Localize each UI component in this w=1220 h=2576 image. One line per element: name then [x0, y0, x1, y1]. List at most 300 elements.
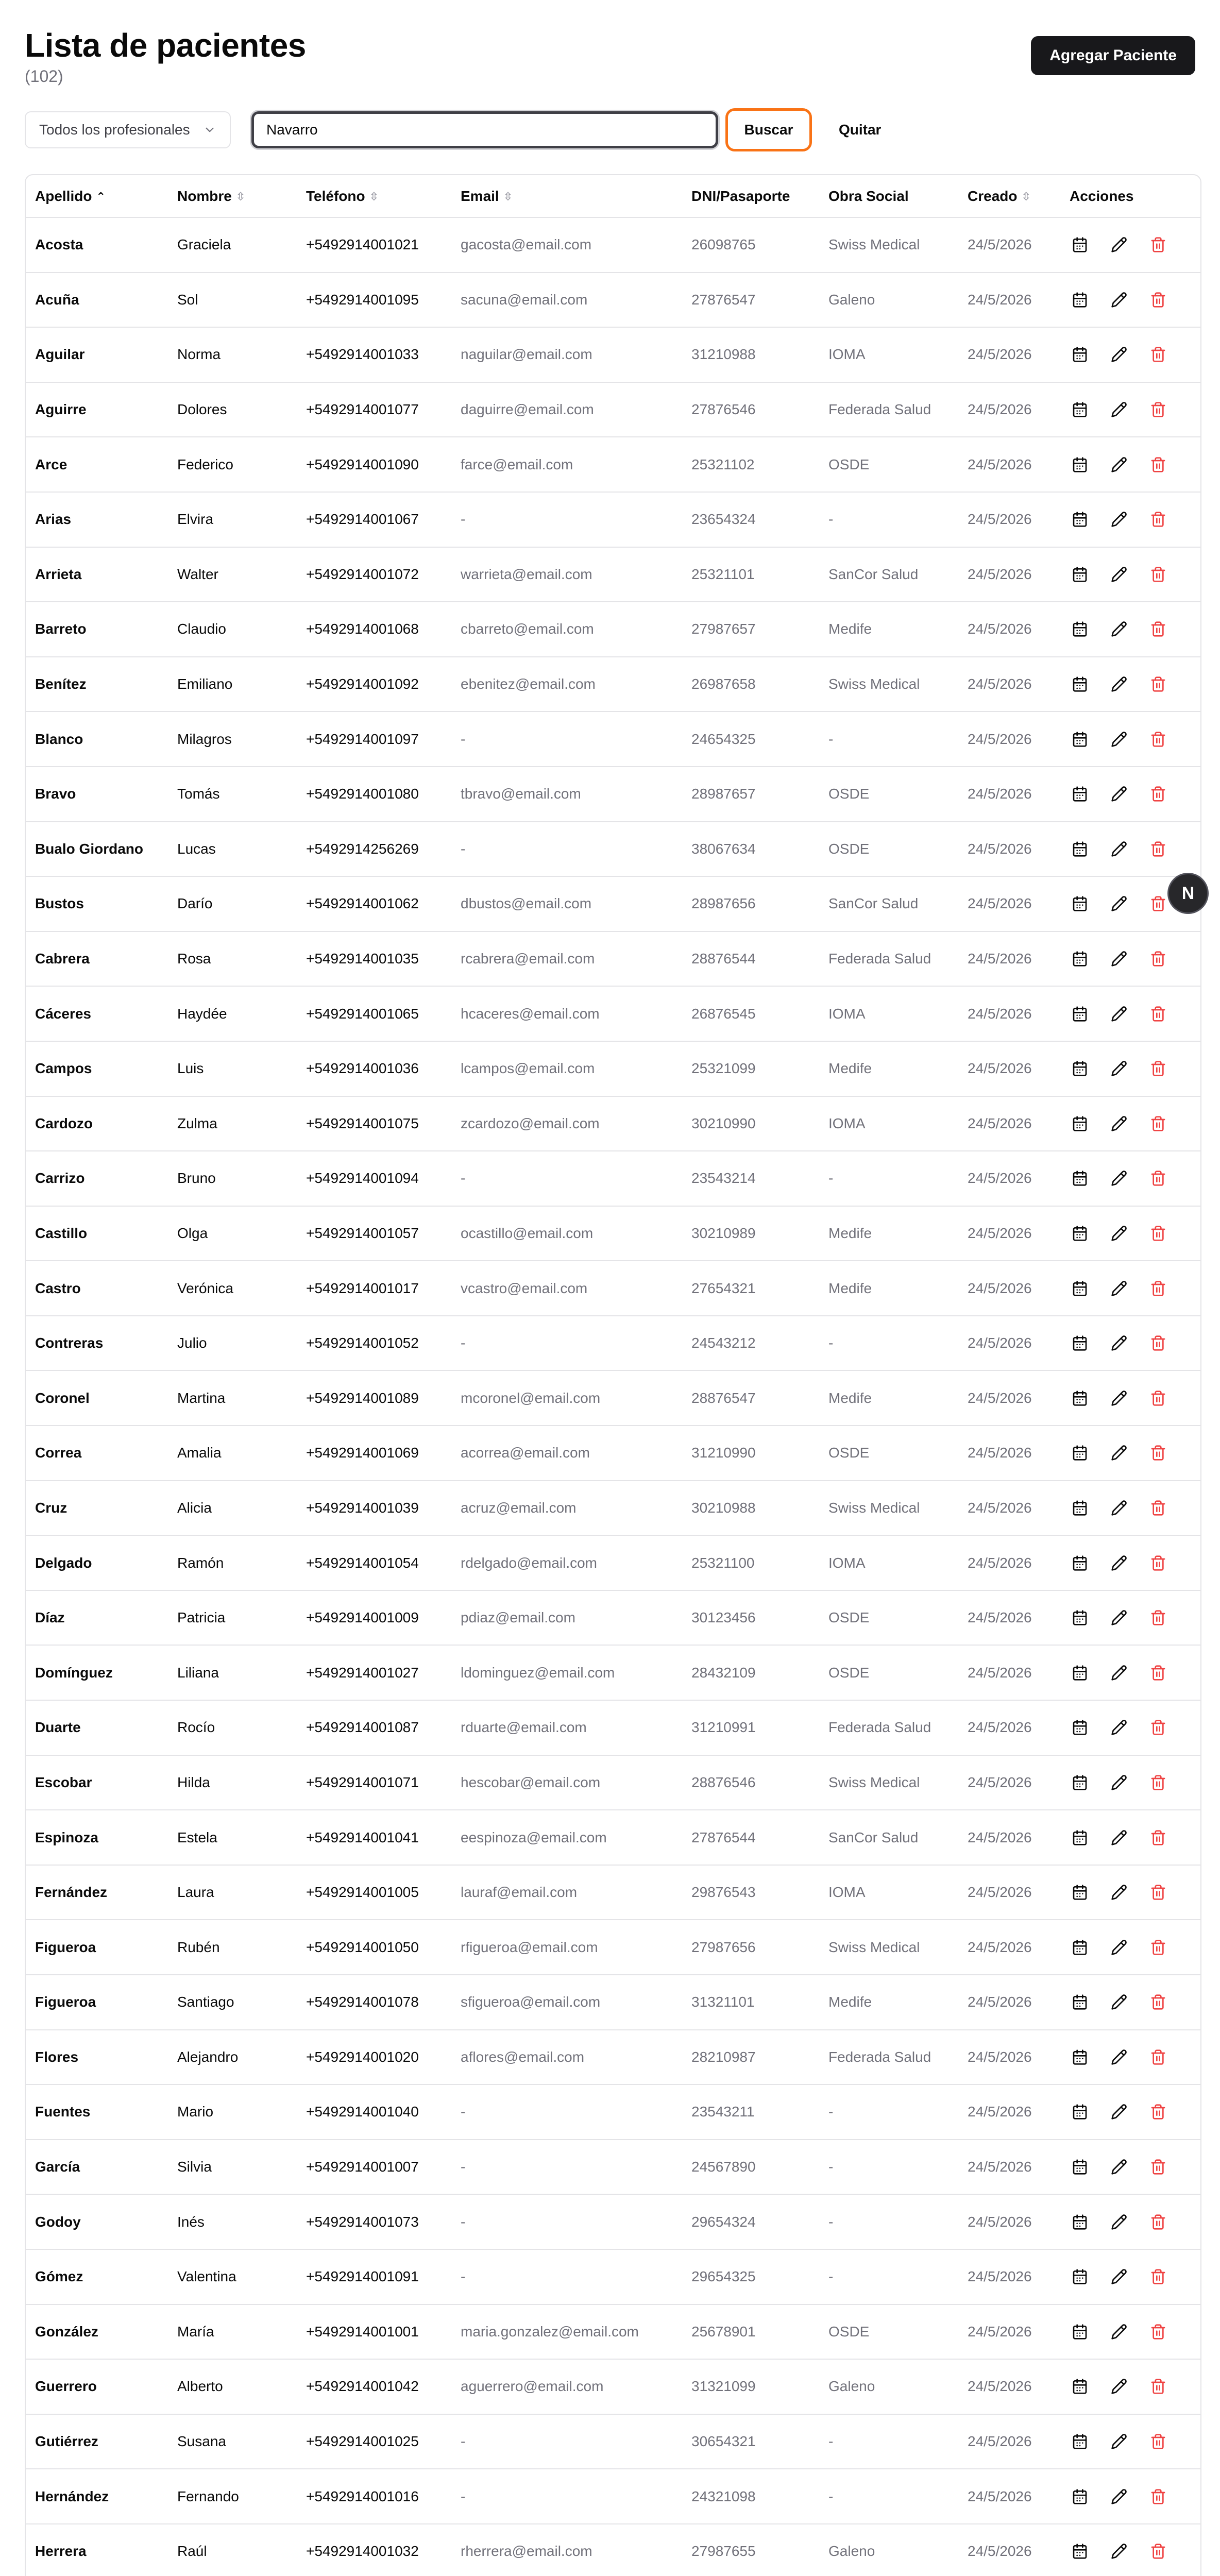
- table-row: [26, 2304, 1201, 2360]
- delete-patient-button[interactable]: [1150, 2324, 1166, 2340]
- cell-email: hcaceres@email.com: [451, 986, 682, 1041]
- edit-patient-button[interactable]: [1111, 456, 1127, 473]
- table-row: [26, 327, 1201, 382]
- cell-dni: 24567890: [682, 2140, 819, 2195]
- cell-nombre: Darío: [168, 876, 297, 931]
- table-row: [26, 382, 1201, 437]
- cell-creado: 24/5/2026: [958, 1096, 1060, 1151]
- cell-dni: 26987658: [682, 657, 819, 712]
- schedule-appointment-button[interactable]: [1072, 1994, 1088, 2010]
- delete-patient-button[interactable]: [1150, 1994, 1166, 2010]
- delete-patient-button[interactable]: [1150, 621, 1166, 637]
- cell-apellido: Cardozo: [26, 1096, 168, 1151]
- trash-icon: [1150, 1335, 1166, 1351]
- calendar-icon: [1072, 1280, 1088, 1297]
- delete-patient-button[interactable]: [1150, 1060, 1166, 1077]
- table-row: [26, 2359, 1201, 2414]
- schedule-appointment-button[interactable]: [1072, 676, 1088, 692]
- cell-nombre: Walter: [168, 547, 297, 602]
- trash-icon: [1150, 236, 1166, 253]
- column-header-apellido[interactable]: Apellido ⌃: [26, 175, 168, 217]
- delete-patient-button[interactable]: [1150, 1170, 1166, 1187]
- cell-dni: 28210987: [682, 2030, 819, 2085]
- edit-patient-button[interactable]: [1111, 346, 1127, 363]
- cell-apellido: Duarte: [26, 1700, 168, 1755]
- edit-patient-button[interactable]: [1111, 1006, 1127, 1022]
- cell-dni: 29654325: [682, 2249, 819, 2304]
- calendar-icon: [1072, 1884, 1088, 1901]
- delete-patient-button[interactable]: [1150, 2488, 1166, 2505]
- cell-email: zcardozo@email.com: [451, 1096, 682, 1151]
- trash-icon: [1150, 1994, 1166, 2010]
- pencil-icon: [1111, 1335, 1127, 1351]
- edit-patient-button[interactable]: [1111, 1335, 1127, 1351]
- delete-patient-button[interactable]: [1150, 1390, 1166, 1406]
- trash-icon: [1150, 2378, 1166, 2395]
- edit-patient-button[interactable]: [1111, 511, 1127, 528]
- delete-patient-button[interactable]: [1150, 2159, 1166, 2175]
- delete-patient-button[interactable]: [1150, 292, 1166, 308]
- schedule-appointment-button[interactable]: [1072, 621, 1088, 637]
- cell-apellido: Arce: [26, 437, 168, 492]
- cell-email: tbravo@email.com: [451, 767, 682, 822]
- pencil-icon: [1111, 731, 1127, 748]
- edit-patient-button[interactable]: [1111, 1115, 1127, 1132]
- cell-telefono: +5492914001065: [297, 986, 451, 1041]
- pencil-icon: [1111, 1884, 1127, 1901]
- cell-apellido: Carrizo: [26, 1151, 168, 1206]
- cell-obra-social: -: [819, 2469, 958, 2524]
- cell-telefono: +5492914001091: [297, 2249, 451, 2304]
- delete-patient-button[interactable]: [1150, 511, 1166, 528]
- schedule-appointment-button[interactable]: [1072, 1060, 1088, 1077]
- schedule-appointment-button[interactable]: [1072, 841, 1088, 857]
- delete-patient-button[interactable]: [1150, 1500, 1166, 1516]
- pencil-icon: [1111, 676, 1127, 692]
- schedule-appointment-button[interactable]: [1072, 2433, 1088, 2450]
- cell-email: dbustos@email.com: [451, 876, 682, 931]
- cell-dni: 27987655: [682, 2524, 819, 2576]
- edit-patient-button[interactable]: [1111, 1994, 1127, 2010]
- delete-patient-button[interactable]: [1150, 346, 1166, 363]
- delete-patient-button[interactable]: [1150, 2104, 1166, 2120]
- cell-telefono: +5492914001080: [297, 767, 451, 822]
- cell-apellido: Cruz: [26, 1481, 168, 1536]
- cell-acciones: [1060, 1920, 1201, 1975]
- delete-patient-button[interactable]: [1150, 2378, 1166, 2395]
- cell-email: -: [451, 711, 682, 767]
- trash-icon: [1150, 1390, 1166, 1406]
- schedule-appointment-button[interactable]: [1072, 1500, 1088, 1516]
- edit-patient-button[interactable]: [1111, 2049, 1127, 2065]
- cell-obra-social: IOMA: [819, 327, 958, 382]
- cell-apellido: Hernández: [26, 2469, 168, 2524]
- schedule-appointment-button[interactable]: [1072, 1884, 1088, 1901]
- edit-patient-button[interactable]: [1111, 1225, 1127, 1242]
- cell-email: -: [451, 2084, 682, 2140]
- table-row: [26, 1041, 1201, 1096]
- pencil-icon: [1111, 236, 1127, 253]
- trash-icon: [1150, 2543, 1166, 2560]
- cell-email: ldominguez@email.com: [451, 1645, 682, 1700]
- schedule-appointment-button[interactable]: [1072, 731, 1088, 748]
- schedule-appointment-button[interactable]: [1072, 1445, 1088, 1461]
- cell-apellido: Bustos: [26, 876, 168, 931]
- search-input[interactable]: [251, 111, 718, 148]
- edit-patient-button[interactable]: [1111, 2378, 1127, 2395]
- schedule-appointment-button[interactable]: [1072, 1939, 1088, 1956]
- delete-patient-button[interactable]: [1150, 2433, 1166, 2450]
- delete-patient-button[interactable]: [1150, 1115, 1166, 1132]
- schedule-appointment-button[interactable]: [1072, 951, 1088, 967]
- pencil-icon: [1111, 2488, 1127, 2505]
- pencil-icon: [1111, 1006, 1127, 1022]
- edit-patient-button[interactable]: [1111, 1665, 1127, 1681]
- cell-acciones: [1060, 1151, 1201, 1206]
- cell-telefono: +5492914001073: [297, 2194, 451, 2249]
- cell-obra-social: OSDE: [819, 1590, 958, 1646]
- edit-patient-button[interactable]: [1111, 1829, 1127, 1846]
- edit-patient-button[interactable]: [1111, 1774, 1127, 1791]
- edit-patient-button[interactable]: [1111, 1939, 1127, 1956]
- cell-obra-social: -: [819, 711, 958, 767]
- pencil-icon: [1111, 2159, 1127, 2175]
- cell-dni: 28987657: [682, 767, 819, 822]
- schedule-appointment-button[interactable]: [1072, 1115, 1088, 1132]
- delete-patient-button[interactable]: [1150, 1006, 1166, 1022]
- add-patient-button[interactable]: Agregar Paciente: [1031, 36, 1195, 75]
- cell-nombre: Estela: [168, 1810, 297, 1865]
- edit-patient-button[interactable]: [1111, 2488, 1127, 2505]
- cell-obra-social: Federada Salud: [819, 2030, 958, 2085]
- cell-obra-social: SanCor Salud: [819, 1810, 958, 1865]
- cell-email: rduarte@email.com: [451, 1700, 682, 1755]
- schedule-appointment-button[interactable]: [1072, 1609, 1088, 1626]
- delete-patient-button[interactable]: [1150, 2543, 1166, 2560]
- cell-creado: 24/5/2026: [958, 2030, 1060, 2085]
- cell-nombre: Zulma: [168, 1096, 297, 1151]
- cell-acciones: [1060, 2030, 1201, 2085]
- schedule-appointment-button[interactable]: [1072, 292, 1088, 308]
- edit-patient-button[interactable]: [1111, 1280, 1127, 1297]
- column-header-email[interactable]: Email ⇳: [451, 175, 682, 217]
- edit-patient-button[interactable]: [1111, 1390, 1127, 1406]
- schedule-appointment-button[interactable]: [1072, 1555, 1088, 1571]
- pencil-icon: [1111, 1445, 1127, 1461]
- table-row: [26, 2249, 1201, 2304]
- delete-patient-button[interactable]: [1150, 1774, 1166, 1791]
- cell-email: naguilar@email.com: [451, 327, 682, 382]
- cell-creado: 24/5/2026: [958, 822, 1060, 877]
- edit-patient-button[interactable]: [1111, 2268, 1127, 2285]
- cell-nombre: Federico: [168, 437, 297, 492]
- edit-patient-button[interactable]: [1111, 1609, 1127, 1626]
- pencil-icon: [1111, 841, 1127, 857]
- delete-patient-button[interactable]: [1150, 1555, 1166, 1571]
- pencil-icon: [1111, 1225, 1127, 1242]
- delete-patient-button[interactable]: [1150, 1884, 1166, 1901]
- delete-patient-button[interactable]: [1150, 1225, 1166, 1242]
- schedule-appointment-button[interactable]: [1072, 2488, 1088, 2505]
- cell-email: cbarreto@email.com: [451, 602, 682, 657]
- edit-patient-button[interactable]: [1111, 236, 1127, 253]
- edit-patient-button[interactable]: [1111, 1060, 1127, 1077]
- cell-creado: 24/5/2026: [958, 1975, 1060, 2030]
- schedule-appointment-button[interactable]: [1072, 2324, 1088, 2340]
- cell-dni: 27987657: [682, 602, 819, 657]
- cell-obra-social: Medife: [819, 1975, 958, 2030]
- delete-patient-button[interactable]: [1150, 2049, 1166, 2065]
- column-header-nombre[interactable]: Nombre ⇳: [168, 175, 297, 217]
- calendar-icon: [1072, 566, 1088, 583]
- cell-creado: 24/5/2026: [958, 1206, 1060, 1261]
- cell-obra-social: Medife: [819, 1041, 958, 1096]
- schedule-appointment-button[interactable]: [1072, 1335, 1088, 1351]
- delete-patient-button[interactable]: [1150, 1445, 1166, 1461]
- cell-telefono: +5492914001020: [297, 2030, 451, 2085]
- schedule-appointment-button[interactable]: [1072, 456, 1088, 473]
- cell-creado: 24/5/2026: [958, 2524, 1060, 2576]
- search-input-value: Navarro: [266, 122, 318, 138]
- cell-obra-social: IOMA: [819, 986, 958, 1041]
- cell-acciones: [1060, 437, 1201, 492]
- cell-creado: 24/5/2026: [958, 1645, 1060, 1700]
- cell-apellido: Guerrero: [26, 2359, 168, 2414]
- table-row: [26, 1755, 1201, 1810]
- schedule-appointment-button[interactable]: [1072, 566, 1088, 583]
- edit-patient-button[interactable]: [1111, 1445, 1127, 1461]
- floating-avatar-button[interactable]: N: [1167, 873, 1209, 914]
- cell-apellido: Cabrera: [26, 931, 168, 987]
- delete-patient-button[interactable]: [1150, 1665, 1166, 1681]
- cell-nombre: Milagros: [168, 711, 297, 767]
- edit-patient-button[interactable]: [1111, 895, 1127, 912]
- schedule-appointment-button[interactable]: [1072, 1225, 1088, 1242]
- clear-search-button[interactable]: Quitar: [839, 122, 882, 138]
- edit-patient-button[interactable]: [1111, 292, 1127, 308]
- cell-apellido: Arrieta: [26, 547, 168, 602]
- cell-nombre: Graciela: [168, 217, 297, 273]
- trash-icon: [1150, 1555, 1166, 1571]
- edit-patient-button[interactable]: [1111, 2324, 1127, 2340]
- cell-nombre: Rosa: [168, 931, 297, 987]
- calendar-icon: [1072, 401, 1088, 418]
- cell-apellido: Fuentes: [26, 2084, 168, 2140]
- schedule-appointment-button[interactable]: [1072, 236, 1088, 253]
- cell-creado: 24/5/2026: [958, 273, 1060, 328]
- cell-creado: 24/5/2026: [958, 1041, 1060, 1096]
- cell-creado: 24/5/2026: [958, 986, 1060, 1041]
- schedule-appointment-button[interactable]: [1072, 401, 1088, 418]
- delete-patient-button[interactable]: [1150, 1609, 1166, 1626]
- cell-email: ocastillo@email.com: [451, 1206, 682, 1261]
- edit-patient-button[interactable]: [1111, 786, 1127, 802]
- delete-patient-button[interactable]: [1150, 895, 1166, 912]
- cell-email: -: [451, 2414, 682, 2469]
- cell-email: rfigueroa@email.com: [451, 1920, 682, 1975]
- cell-acciones: [1060, 1590, 1201, 1646]
- schedule-appointment-button[interactable]: [1072, 2104, 1088, 2120]
- cell-apellido: Espinoza: [26, 1810, 168, 1865]
- schedule-appointment-button[interactable]: [1072, 1006, 1088, 1022]
- edit-patient-button[interactable]: [1111, 2214, 1127, 2230]
- pencil-icon: [1111, 1719, 1127, 1736]
- delete-patient-button[interactable]: [1150, 1280, 1166, 1297]
- table-header-row: [26, 175, 1201, 217]
- delete-patient-button[interactable]: [1150, 2268, 1166, 2285]
- pencil-icon: [1111, 2324, 1127, 2340]
- cell-creado: 24/5/2026: [958, 1920, 1060, 1975]
- delete-patient-button[interactable]: [1150, 236, 1166, 253]
- cell-nombre: Raúl: [168, 2524, 297, 2576]
- edit-patient-button[interactable]: [1111, 1719, 1127, 1736]
- edit-patient-button[interactable]: [1111, 676, 1127, 692]
- schedule-appointment-button[interactable]: [1072, 895, 1088, 912]
- cell-dni: 31210988: [682, 327, 819, 382]
- table-row: [26, 1151, 1201, 1206]
- calendar-icon: [1072, 1115, 1088, 1132]
- column-header-acciones: Acciones: [1060, 175, 1201, 217]
- table-row: [26, 437, 1201, 492]
- cell-apellido: Aguirre: [26, 382, 168, 437]
- edit-patient-button[interactable]: [1111, 1555, 1127, 1571]
- table-row: [26, 1865, 1201, 1920]
- cell-dni: 28432109: [682, 1645, 819, 1700]
- edit-patient-button[interactable]: [1111, 2433, 1127, 2450]
- schedule-appointment-button[interactable]: [1072, 2543, 1088, 2560]
- schedule-appointment-button[interactable]: [1072, 786, 1088, 802]
- cell-acciones: [1060, 1206, 1201, 1261]
- edit-patient-button[interactable]: [1111, 731, 1127, 748]
- delete-patient-button[interactable]: [1150, 566, 1166, 583]
- cell-apellido: Figueroa: [26, 1920, 168, 1975]
- delete-patient-button[interactable]: [1150, 951, 1166, 967]
- cell-acciones: [1060, 931, 1201, 987]
- cell-telefono: +5492914256269: [297, 822, 451, 877]
- delete-patient-button[interactable]: [1150, 456, 1166, 473]
- pencil-icon: [1111, 456, 1127, 473]
- cell-acciones: [1060, 1316, 1201, 1371]
- calendar-icon: [1072, 1994, 1088, 2010]
- cell-email: ebenitez@email.com: [451, 657, 682, 712]
- edit-patient-button[interactable]: [1111, 1500, 1127, 1516]
- schedule-appointment-button[interactable]: [1072, 1719, 1088, 1736]
- cell-nombre: Mario: [168, 2084, 297, 2140]
- schedule-appointment-button[interactable]: [1072, 2159, 1088, 2175]
- schedule-appointment-button[interactable]: [1072, 2268, 1088, 2285]
- cell-email: gacosta@email.com: [451, 217, 682, 273]
- cell-nombre: Alejandro: [168, 2030, 297, 2085]
- cell-dni: 31210991: [682, 1700, 819, 1755]
- schedule-appointment-button[interactable]: [1072, 1829, 1088, 1846]
- cell-creado: 24/5/2026: [958, 1316, 1060, 1371]
- edit-patient-button[interactable]: [1111, 951, 1127, 967]
- delete-patient-button[interactable]: [1150, 786, 1166, 802]
- cell-creado: 24/5/2026: [958, 2304, 1060, 2360]
- edit-patient-button[interactable]: [1111, 2543, 1127, 2560]
- pencil-icon: [1111, 1060, 1127, 1077]
- cell-acciones: [1060, 2359, 1201, 2414]
- edit-patient-button[interactable]: [1111, 621, 1127, 637]
- schedule-appointment-button[interactable]: [1072, 1774, 1088, 1791]
- cell-telefono: +5492914001094: [297, 1151, 451, 1206]
- cell-obra-social: OSDE: [819, 437, 958, 492]
- edit-patient-button[interactable]: [1111, 401, 1127, 418]
- trash-icon: [1150, 1115, 1166, 1132]
- schedule-appointment-button[interactable]: [1072, 1665, 1088, 1681]
- edit-patient-button[interactable]: [1111, 1170, 1127, 1187]
- schedule-appointment-button[interactable]: [1072, 2049, 1088, 2065]
- cell-nombre: Ramón: [168, 1535, 297, 1590]
- cell-obra-social: -: [819, 2194, 958, 2249]
- column-header-creado[interactable]: Creado ⇳: [958, 175, 1060, 217]
- delete-patient-button[interactable]: [1150, 1939, 1166, 1956]
- calendar-icon: [1072, 236, 1088, 253]
- schedule-appointment-button[interactable]: [1072, 346, 1088, 363]
- schedule-appointment-button[interactable]: [1072, 1280, 1088, 1297]
- trash-icon: [1150, 1774, 1166, 1791]
- search-button[interactable]: Buscar: [725, 108, 812, 151]
- delete-patient-button[interactable]: [1150, 2214, 1166, 2230]
- cell-telefono: +5492914001009: [297, 1590, 451, 1646]
- cell-email: pdiaz@email.com: [451, 1590, 682, 1646]
- cell-creado: 24/5/2026: [958, 1151, 1060, 1206]
- schedule-appointment-button[interactable]: [1072, 511, 1088, 528]
- trash-icon: [1150, 895, 1166, 912]
- calendar-icon: [1072, 346, 1088, 363]
- cell-obra-social: OSDE: [819, 2304, 958, 2360]
- cell-acciones: [1060, 2414, 1201, 2469]
- cell-creado: 24/5/2026: [958, 657, 1060, 712]
- table-row: [26, 492, 1201, 547]
- cell-telefono: +5492914001089: [297, 1370, 451, 1426]
- schedule-appointment-button[interactable]: [1072, 1170, 1088, 1187]
- patient-count: (102): [25, 67, 63, 86]
- schedule-appointment-button[interactable]: [1072, 1390, 1088, 1406]
- cell-apellido: Arias: [26, 492, 168, 547]
- delete-patient-button[interactable]: [1150, 841, 1166, 857]
- cell-obra-social: Federada Salud: [819, 1700, 958, 1755]
- edit-patient-button[interactable]: [1111, 1884, 1127, 1901]
- schedule-appointment-button[interactable]: [1072, 2378, 1088, 2395]
- table-row: [26, 657, 1201, 712]
- delete-patient-button[interactable]: [1150, 731, 1166, 748]
- cell-obra-social: SanCor Salud: [819, 547, 958, 602]
- schedule-appointment-button[interactable]: [1072, 2214, 1088, 2230]
- edit-patient-button[interactable]: [1111, 2159, 1127, 2175]
- delete-patient-button[interactable]: [1150, 1719, 1166, 1736]
- cell-telefono: +5492914001068: [297, 602, 451, 657]
- cell-email: lcampos@email.com: [451, 1041, 682, 1096]
- cell-email: hescobar@email.com: [451, 1755, 682, 1810]
- cell-acciones: [1060, 2249, 1201, 2304]
- cell-nombre: Martina: [168, 1370, 297, 1426]
- edit-patient-button[interactable]: [1111, 841, 1127, 857]
- delete-patient-button[interactable]: [1150, 676, 1166, 692]
- calendar-icon: [1072, 1445, 1088, 1461]
- delete-patient-button[interactable]: [1150, 1829, 1166, 1846]
- cell-obra-social: -: [819, 1151, 958, 1206]
- edit-patient-button[interactable]: [1111, 2104, 1127, 2120]
- edit-patient-button[interactable]: [1111, 566, 1127, 583]
- delete-patient-button[interactable]: [1150, 401, 1166, 418]
- trash-icon: [1150, 1500, 1166, 1516]
- cell-email: maria.gonzalez@email.com: [451, 2304, 682, 2360]
- delete-patient-button[interactable]: [1150, 1335, 1166, 1351]
- trash-icon: [1150, 1829, 1166, 1846]
- column-header-telefono[interactable]: Teléfono ⇳: [297, 175, 451, 217]
- professional-select[interactable]: [25, 111, 231, 148]
